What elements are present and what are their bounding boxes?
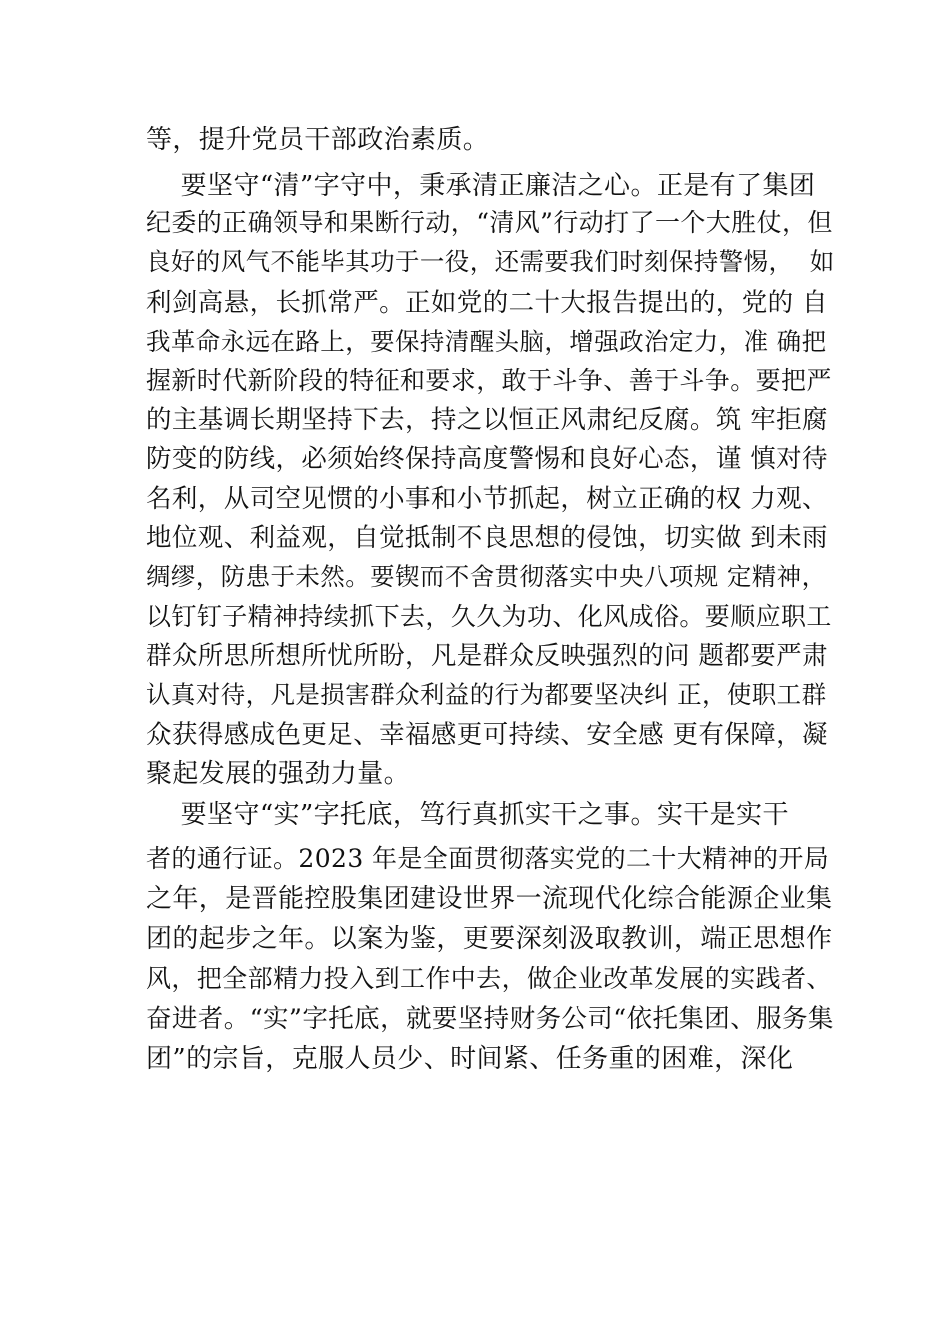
text-line: 认真对待，凡是损害群众利益的行为都要坚决纠 正，使职工群 (146, 680, 827, 709)
text-line: 利剑高悬，长抓常严。正如党的二十大报告提出的，党的 自 (146, 288, 828, 318)
text-line: 风，把全部精力投入到工作中去，做企业改革发展的实践者、 (146, 964, 832, 993)
text-line: 团的起步之年。以案为鉴，更要深刻汲取教训，端正思想作 (146, 924, 833, 954)
text-line: 之年，是晋能控股集团建设世界一流现代化综合能源企业集 (146, 884, 833, 914)
text-line: 者的通行证。2023 年是全面贯彻落实党的二十大精神的开局 (146, 844, 830, 873)
text-line: 要坚守“清”字守中，秉承清正廉洁之心。正是有了集团 (146, 171, 816, 201)
text-line: 我革命永远在路上，要保持清醒头脑，增强政治定力，准 确把 (146, 327, 827, 356)
text-line: 地位观、利益观，自觉抵制不良思想的侵蚀，切实做 到未雨 (146, 523, 828, 553)
text-line: 等，提升党员干部政治素质。 (146, 125, 490, 155)
text-line: 握新时代新阶段的特征和要求，敢于斗争、善于斗争。要把严 (146, 366, 832, 395)
text-line: 的主基调长期坚持下去，持之以恒正风肃纪反腐。筑 牢拒腐 (146, 405, 828, 435)
text-line: 纪委的正确领导和果断行动，“清风”行动打了一个大胜仗，但 (146, 208, 833, 237)
text-line: 良好的风气不能毕其功于一役，还需要我们时刻保持警惕， 如 (146, 247, 835, 276)
text-line: 绸缪，防患于未然。要锲而不舍贯彻落实中央八项规 定精神， (146, 562, 827, 591)
text-line: 以钉钉子精神持续抓下去，久久为功、化风成俗。要顺应职工 (146, 602, 832, 631)
text-line: 防变的防线，必须始终保持高度警惕和良好心态，谨 慎对待 (146, 444, 828, 474)
text-line: 众获得感成色更足、幸福感更可持续、安全感 更有保障，凝 (146, 720, 828, 750)
text-line: 名利，从司空见惯的小事和小节抓起，树立正确的权 力观、 (146, 484, 828, 514)
text-line: 聚起发展的强劲力量。 (146, 759, 411, 789)
text-line: 群众所思所想所忧所盼，凡是群众反映强烈的问 题都要严肃 (146, 641, 828, 671)
text-line: 奋进者。“实”字托底，就要坚持财务公司“依托集团、服务集 (146, 1004, 834, 1034)
text-line: 要坚守“实”字托底，笃行真抓实干之事。实干是实干 (146, 800, 789, 830)
text-line: 团”的宗旨，克服人员少、时间紧、任务重的困难，深化 (146, 1044, 794, 1074)
